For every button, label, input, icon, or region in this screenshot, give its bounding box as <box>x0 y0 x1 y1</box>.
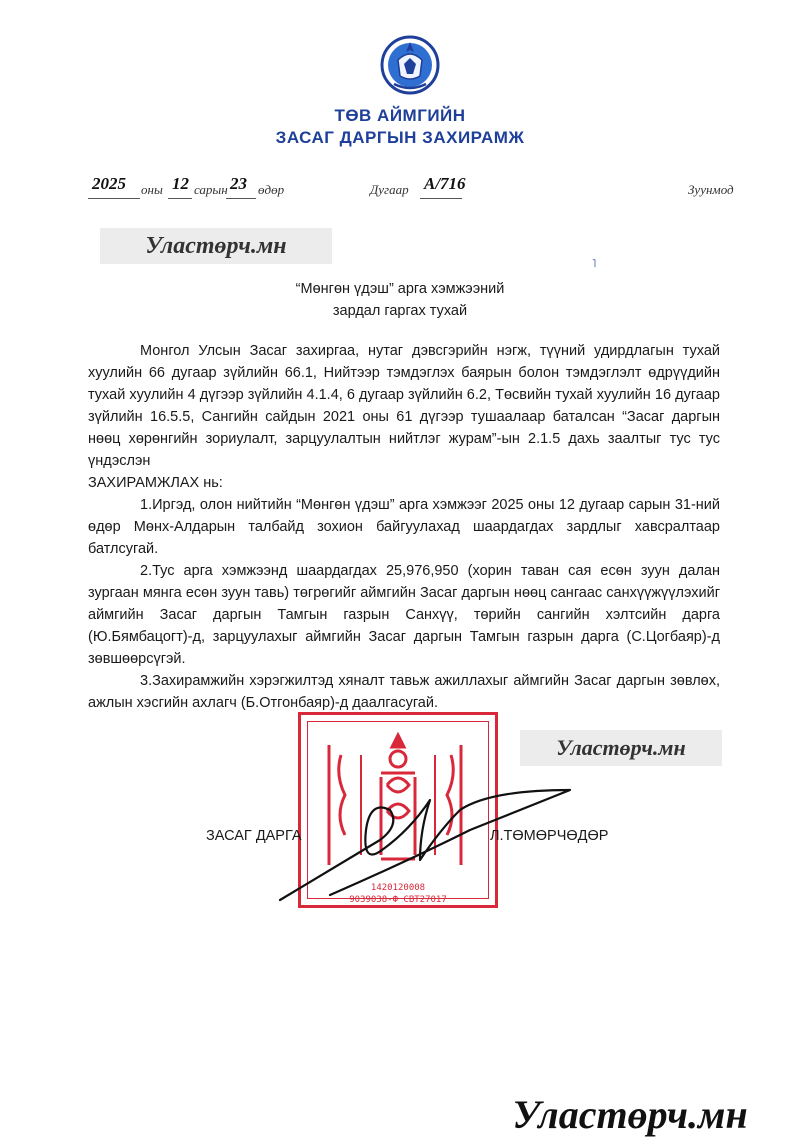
place-name: Зуунмод <box>688 182 734 197</box>
order-word: ЗАХИРАМЖЛАХ нь: <box>88 475 223 491</box>
order-item-3: 3.Захирамжийн хэрэгжилтэд хяналт тавьж ажиллахыг аймгийн Засаг даргын зөвлөх, ажлын хэсгийн ахлагч (Б.Отгонбаяр)-д даалгасугай. <box>88 673 720 711</box>
watermark-bottom: Уластөрч.мн <box>470 1090 790 1140</box>
date-day: 23 <box>230 174 247 193</box>
subject <box>0 278 800 322</box>
signatory-name: Л.ТӨМӨРЧӨДӨР <box>490 828 609 844</box>
handwritten-signature <box>270 770 600 910</box>
corner-mark: ˥ <box>592 258 597 270</box>
subject-line1: “Мөнгөн үдэш” арга хэмжээний <box>295 281 505 297</box>
date-month: 12 <box>172 174 189 193</box>
year-label: оны <box>141 182 163 197</box>
watermark-middle: Уластөрч.мн <box>520 730 722 766</box>
date-year: 2025 <box>92 174 126 193</box>
state-emblem-icon <box>380 34 440 96</box>
org-name-line1: ТӨВ АЙМГИЙН <box>334 106 466 125</box>
subject-line2: зардал гаргах тухай <box>332 303 468 319</box>
org-name-line2: ЗАСАГ ДАРГЫН ЗАХИРАМЖ <box>275 128 525 147</box>
watermark-top: Уластөрч.мн <box>100 228 332 264</box>
preamble: Монгол Улсын Засаг захиргаа, нутаг дэвсгэрийн нэгж, түүний удирдлагын тухай хуулийн 66 дугаар зүйлийн 66.1, Нийтээр тэмдэглэх баярын болон тэмдэглэлт өдрүүдийн тухай хуулийн 4 дүгээр зүйлийн 4.1.4, 6 дугаар зүйлийн 6.2, Төсвийн тухай хуулийн 16 дугаар зүйлийн 16.5.5, Сангийн сайдын 2021 оны 61 дүгээр тушаалаар баталсан “Засаг даргын нөөц хөрөнгийн зориулалт, зарцуулалтын нийтлэг журам”-ын 2.1.5 дахь заалтыг тус тус үндэслэн <box>88 343 720 469</box>
month-label: сарын <box>194 182 228 197</box>
seal-number-1: 1420120008 <box>370 883 426 893</box>
day-label: өдөр <box>258 182 285 197</box>
number-label: Дугаар <box>370 182 409 197</box>
order-number: А/716 <box>424 174 466 193</box>
order-item-1: 1.Иргэд, олон нийтийн “Мөнгөн үдэш” арга хэмжээг 2025 оны 12 дугаар сарын 31-ний өдөр Мөнх-Алдарын талбайд зохион байгуулахад шаардагдах зардлыг хавсралтаар батлсугай. <box>88 497 720 557</box>
order-body <box>88 340 720 714</box>
signatory-title: ЗАСАГ ДАРГА <box>206 828 302 844</box>
order-item-2: 2.Тус арга хэмжээнд шаардагдах 25,976,950 (хорин таван сая есөн зуун далан зургаан мянга есөн зуун тавь) төгрөгийг аймгийн Засаг даргын нөөц сангаас санхүүжүүлэхийг аймгийн Засаг даргын Тамгын газрын Санхүү, төрийн сангийн хэлтсийн дарга (Ю.Бямбацогт)-д, зарцуулахыг аймгийн Засаг даргын Тамгын газрын дарга (С.Цогбаяр)-д зөвшөөрсүгэй. <box>88 563 720 667</box>
seal-number-2: 9039038-Ф CBT27017 <box>349 895 447 905</box>
date-line <box>0 174 800 204</box>
